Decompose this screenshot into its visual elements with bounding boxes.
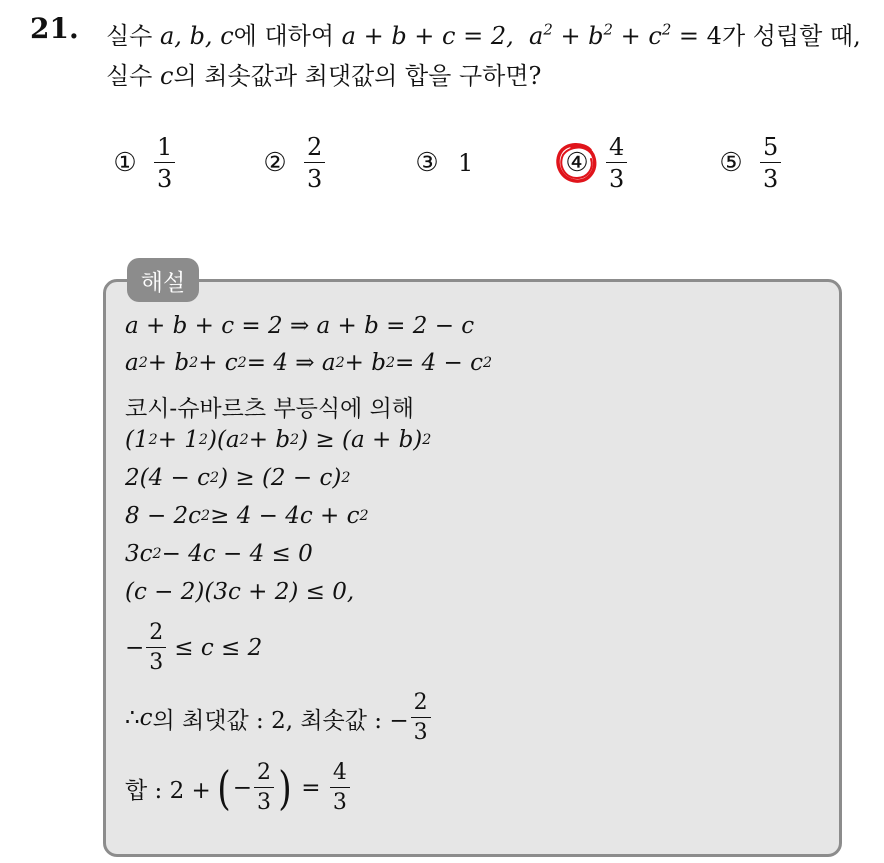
solution-line-6: 8 − 2c 2 ≥ 4 − 4c + c 2	[125, 503, 369, 529]
choice-5-label: ⑤	[719, 148, 743, 178]
choice-2-label: ②	[263, 148, 287, 178]
variables: a, b, c	[160, 22, 234, 50]
question-number: 21.	[30, 12, 79, 45]
choice-1-fraction: $\frac{1}{3}$	[154, 135, 175, 191]
solution-line-3: 코시-슈바르츠 부등식에 의해	[125, 396, 415, 422]
choice-4-label: ④	[560, 148, 594, 178]
choice-2[interactable]	[258, 128, 325, 198]
choice-3-label: ③	[415, 148, 439, 178]
solution-tab: 해설	[127, 258, 199, 302]
solution-line-8: (c − 2)(3c + 2) ≤ 0,	[125, 579, 355, 605]
solution-line-5: 2(4 − c 2 ) ≥ (2 − c) 2	[125, 465, 351, 491]
solution-line-7: 3c 2 − 4c − 4 ≤ 0	[125, 541, 313, 567]
solution-line-9: − $\frac{2}{3}$ ≤ c ≤ 2	[125, 620, 263, 675]
choice-3-value: 1	[458, 149, 474, 177]
solution-line-11-fraction-b: $\frac{4}{3}$	[330, 762, 350, 814]
solution-line-1: a + b + c = 2 ⇒ a + b = 2 − c	[125, 313, 475, 339]
choice-4[interactable]	[560, 128, 627, 198]
choice-1[interactable]	[108, 128, 175, 198]
solution-line-10-fraction: $\frac{2}{3}$	[411, 692, 431, 744]
condition-sum: a + b + c = 2,	[341, 22, 514, 50]
answer-choices	[0, 128, 884, 198]
condition-squares: $a^2 + b^2 + c^2 = 4$	[529, 20, 722, 50]
choice-5-fraction: $\frac{5}{3}$	[760, 135, 781, 191]
solution-line-11-fraction-a: $\frac{2}{3}$	[254, 762, 274, 814]
choice-1-label: ①	[113, 148, 137, 178]
solution-line-4: (1 2 + 1 2 )(a 2 + b 2 ) ≥ (a + b) 2	[125, 427, 432, 453]
choice-3[interactable]	[410, 128, 473, 198]
solution-line-10: ∴ c 의 최댓값 : 2, 최솟값 : − $\frac{2}{3}$	[125, 692, 433, 744]
choice-2-fraction: $\frac{2}{3}$	[304, 135, 325, 191]
question-line-2: 실수 c의 최솟값과 최댓값의 합을 구하면?	[106, 62, 542, 90]
solution-line-2: a 2 + b 2 + c 2 = 4 ⇒ a 2 + b 2 = 4 − c 2	[125, 350, 493, 376]
question-line-1: 실수 a, b, c에 대하여 a + b + c = 2, $a^2 + b^2 + c^2 = 4$가 성립할 때,	[106, 20, 861, 50]
solution-line-11: 합 : 2 + ( − $\frac{2}{3}$ ) = $\frac{4}{3}$	[125, 762, 352, 814]
choice-4-fraction: $\frac{4}{3}$	[606, 135, 627, 191]
solution-line-9-fraction: $\frac{2}{3}$	[146, 622, 166, 674]
choice-5[interactable]	[714, 128, 781, 198]
